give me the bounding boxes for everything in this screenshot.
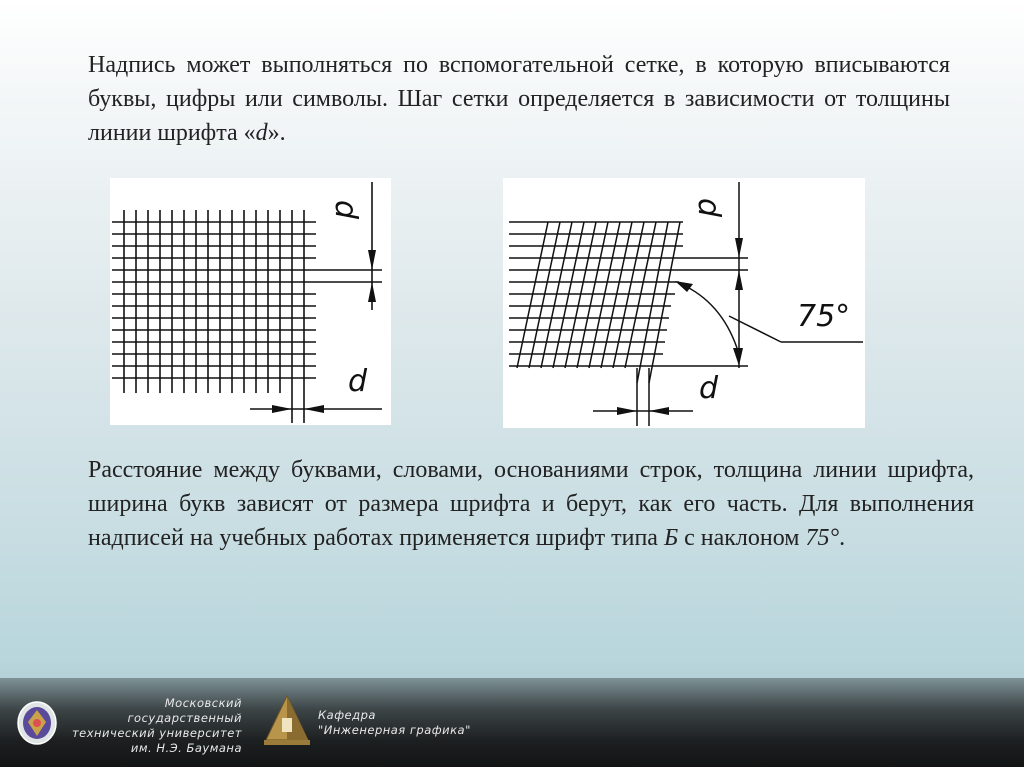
right-bottom-d-label: d [699, 371, 719, 406]
university-line-3: им. Н.Э. Баумана [130, 741, 242, 755]
department-name [318, 708, 471, 738]
department-line-1: Кафедра [318, 708, 376, 722]
slant-angle: 75° [805, 525, 840, 551]
slanted-grid-drawing [503, 178, 865, 428]
orthogonal-grid-figure [110, 178, 391, 425]
intro-paragraph [88, 48, 950, 150]
university-name [62, 696, 242, 756]
body-paragraph [88, 453, 974, 555]
intro-text-end: ». [267, 120, 286, 146]
footer-bar [0, 678, 1024, 767]
university-line-2: технический университет [71, 726, 242, 740]
body-text-middle: с наклоном [678, 525, 806, 551]
body-text-end: . [839, 525, 846, 551]
angle-75-label: 75° [797, 299, 851, 334]
university-emblem-icon [16, 700, 58, 751]
intro-symbol-d: d [255, 120, 268, 146]
left-bottom-d-label: d [348, 364, 368, 399]
intro-text: Надпись может выполняться по вспомогательной сетке, в которую вписываются буквы, цифры или символы. Шаг сетки определяется в зависимости от толщины линии шрифта « [88, 52, 950, 146]
slanted-grid-figure [503, 178, 865, 428]
left-top-d-label: d [328, 200, 363, 220]
font-type-letter: Б [663, 525, 679, 551]
department-pyramid-icon [262, 692, 312, 753]
orthogonal-grid-drawing [110, 178, 391, 425]
right-top-d-label: d [691, 198, 726, 218]
university-line-1: Московский государственный [127, 696, 242, 725]
department-line-2: "Инженерная графика" [318, 723, 471, 737]
body-text: Расстояние между буквами, словами, основаниями строк, толщина линии шрифта, ширина букв зависят от размера шрифта и берут, как его часть. Для выполнения надписей на учебных работах применяется шрифт типа [88, 457, 974, 551]
